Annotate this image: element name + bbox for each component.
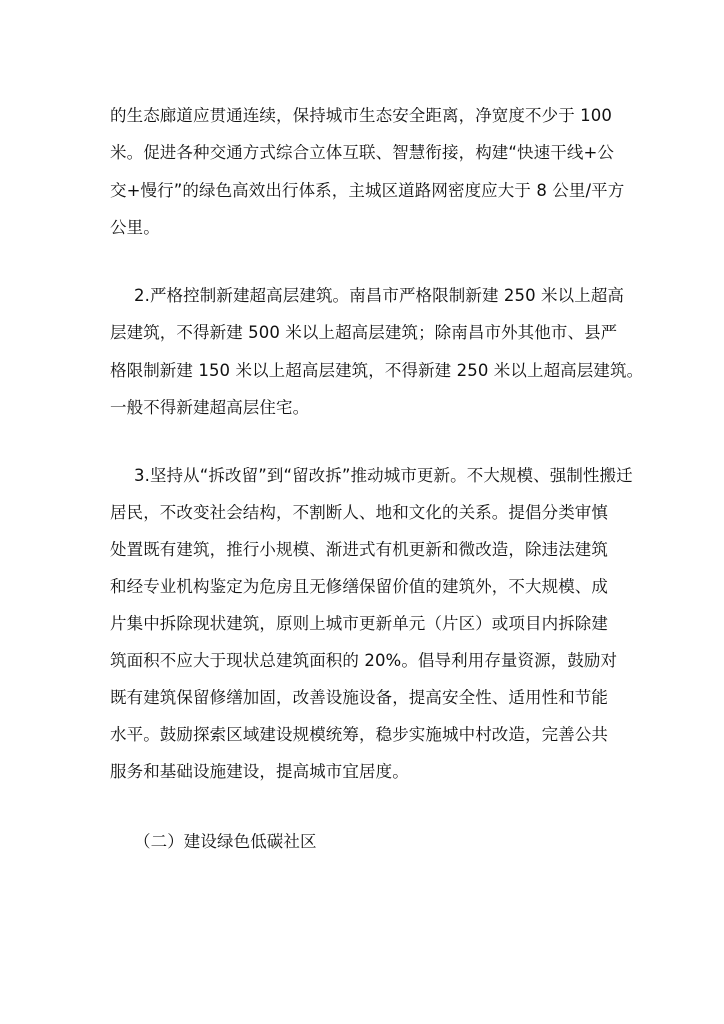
paragraph-2-line-2: 层建筑，不得新建 500 米以上超高层建筑；除南昌市外其他市、县严 xyxy=(110,323,618,342)
paragraph-3-line-2: 居民，不改变社会结构，不割断人、地和文化的关系。提倡分类审慎 xyxy=(110,503,608,522)
paragraph-3-line-9: 服务和基础设施建设，提高城市宜居度。 xyxy=(110,762,409,781)
paragraph-3-line-4: 和经专业机构鉴定为危房且无修缮保留价值的建筑外，不大规模、成 xyxy=(110,577,608,596)
paragraph-1-line-3: 交+慢行”的绿色高效出行体系，主城区道路网密度应大于 8 公里/平方 xyxy=(110,181,625,200)
paragraph-3-line-3: 处置既有建筑，推行小规模、渐进式有机更新和微改造，除违法建筑 xyxy=(110,540,608,559)
paragraph-3-line-6: 筑面积不应大于现状总建筑面积的 20%。倡导利用存量资源，鼓励对 xyxy=(110,651,618,670)
paragraph-1-line-2: 米。促进各种交通方式综合立体互联、智慧衔接，构建“快速干线+公 xyxy=(110,143,614,162)
paragraph-3-line-7: 既有建筑保留修缮加固，改善设施设备，提高安全性、适用性和节能 xyxy=(110,688,608,707)
paragraph-1-line-1: 的生态廊道应贯通连续，保持城市生态安全距离，净宽度不少于 100 xyxy=(110,106,612,125)
paragraph-2-line-4: 一般不得新建超高层住宅。 xyxy=(110,398,310,417)
section-heading: （二）建设绿色低碳社区 xyxy=(134,832,317,851)
paragraph-3-line-5: 片集中拆除现状建筑，原则上城市更新单元（片区）或项目内拆除建 xyxy=(110,614,608,633)
paragraph-2-line-1: 2.严格控制新建超高层建筑。南昌市严格限制新建 250 米以上超高 xyxy=(134,286,625,305)
paragraph-2-line-3: 格限制新建 150 米以上超高层建筑，不得新建 250 米以上超高层建筑。 xyxy=(110,361,644,380)
paragraph-3-line-1: 3.坚持从“拆改留”到“留改拆”推动城市更新。不大规模、强制性搬迁 xyxy=(134,466,633,485)
paragraph-3-line-8: 水平。鼓励探索区域建设规模统筹，稳步实施城中村改造，完善公共 xyxy=(110,725,608,744)
paragraph-1-line-4: 公里。 xyxy=(110,218,160,237)
